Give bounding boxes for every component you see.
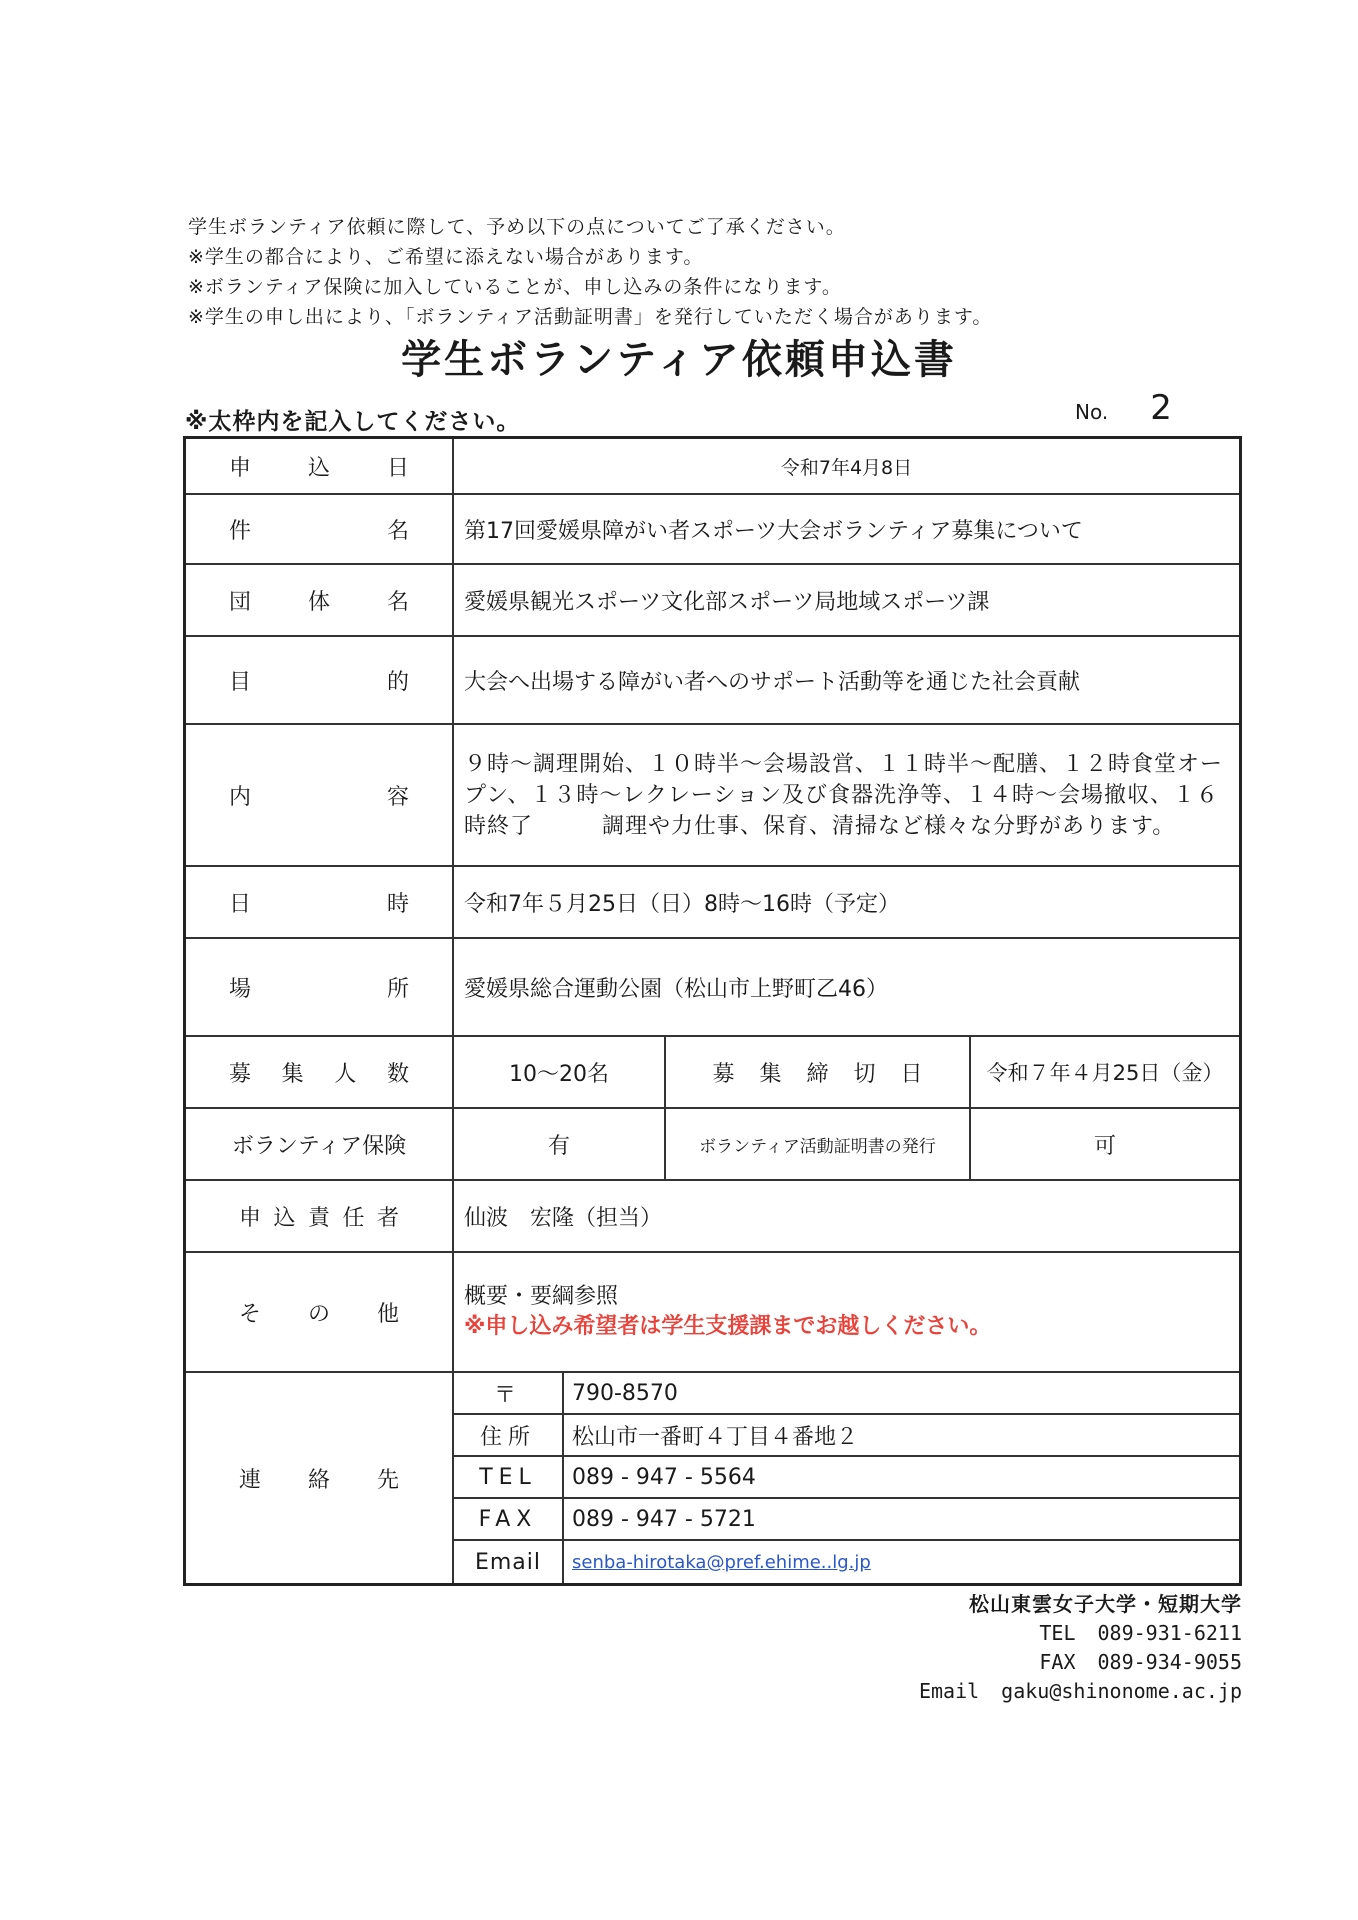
- label-datetime: 日時: [229, 891, 409, 917]
- school-contact-footer: [919, 1590, 1242, 1706]
- value-recruit-count[interactable]: 10～20名: [454, 1037, 666, 1107]
- row-insurance: [186, 1109, 1239, 1181]
- fill-instruction: ※太枠内を記入してください。: [185, 409, 521, 435]
- row-content: [186, 725, 1239, 867]
- value-subject[interactable]: 第17回愛媛県障がい者スポーツ大会ボランティア募集について: [464, 518, 1083, 544]
- contact-tel: [454, 1457, 1239, 1499]
- label-deadline: 募集締切日: [712, 1061, 923, 1087]
- email-link[interactable]: senba-hirotaka@pref.ehime..lg.jp: [572, 1551, 871, 1573]
- document-number-value: 2: [1150, 388, 1172, 428]
- school-email-label: Email: [918, 1679, 980, 1703]
- contact-postal: [454, 1373, 1239, 1415]
- notice-line: 学生ボランティア依頼に際して、予め以下の点についてご了承ください。: [188, 216, 846, 238]
- label-certificate: ボランティア活動証明書の発行: [666, 1109, 971, 1179]
- contact-address: [454, 1415, 1239, 1457]
- value-insurance[interactable]: 有: [454, 1109, 666, 1179]
- label-place: 場所: [229, 976, 409, 1002]
- row-recruitment: [186, 1037, 1239, 1109]
- value-certificate[interactable]: 可: [1093, 1133, 1116, 1159]
- label-other: その他: [239, 1301, 399, 1327]
- notice-block: [188, 212, 992, 332]
- tel-value[interactable]: 089 - 947 - 5564: [572, 1464, 756, 1490]
- page-title: 学生ボランティア依頼申込書: [401, 337, 957, 383]
- application-form: [183, 436, 1242, 1586]
- email-label: Email: [454, 1541, 564, 1583]
- value-deadline[interactable]: 令和７年４月25日（金）: [986, 1061, 1224, 1085]
- fax-label: FAX: [454, 1499, 564, 1539]
- document-number: [1075, 388, 1172, 428]
- row-purpose: [186, 637, 1239, 725]
- row-application-date: [186, 439, 1239, 495]
- label-insurance: ボランティア保険: [186, 1109, 454, 1179]
- label-recruit-count: 募集人数: [229, 1061, 409, 1087]
- row-subject: [186, 495, 1239, 565]
- tel-label: TEL: [454, 1457, 564, 1497]
- postal-value[interactable]: 790-8570: [572, 1380, 678, 1406]
- school-fax-value: 089-934-9055: [1097, 1650, 1242, 1674]
- school-fax-label: FAX: [1039, 1650, 1076, 1674]
- fax-value[interactable]: 089 - 947 - 5721: [572, 1506, 756, 1532]
- row-responsible: [186, 1181, 1239, 1253]
- row-contact: [186, 1373, 1239, 1583]
- address-label: 住所: [454, 1415, 564, 1455]
- school-email: [919, 1677, 1242, 1706]
- value-responsible[interactable]: 仙波 宏隆（担当）: [464, 1205, 663, 1231]
- school-name: 松山東雲女子大学・短期大学: [969, 1592, 1242, 1616]
- value-purpose[interactable]: 大会へ出場する障がい者へのサポート活動等を通じた社会貢献: [464, 669, 1081, 695]
- postal-label: 〒: [454, 1373, 564, 1413]
- row-organization: [186, 565, 1239, 637]
- value-place[interactable]: 愛媛県総合運動公園（松山市上野町乙46）: [464, 976, 888, 1002]
- row-datetime: [186, 867, 1239, 939]
- school-tel-value: 089-931-6211: [1097, 1621, 1242, 1645]
- notice-line: ※ボランティア保険に加入していることが、申し込みの条件になります。: [188, 276, 842, 298]
- label-responsible: 申込責任者: [239, 1205, 399, 1231]
- contact-email: [454, 1541, 1239, 1583]
- school-email-value[interactable]: gaku@shinonome.ac.jp: [1001, 1679, 1242, 1703]
- notice-line: ※学生の都合により、ご希望に添えない場合があります。: [188, 246, 704, 268]
- school-tel-label: TEL: [1039, 1621, 1076, 1645]
- contact-fax: [454, 1499, 1239, 1541]
- value-datetime[interactable]: 令和7年５月25日（日）8時～16時（予定）: [464, 891, 900, 917]
- label-content: 内容: [229, 784, 409, 810]
- document-number-label: No.: [1075, 400, 1109, 424]
- address-value[interactable]: 松山市一番町４丁目４番地２: [572, 1424, 859, 1450]
- label-purpose: 目的: [229, 669, 409, 695]
- value-application-date[interactable]: 令和7年4月8日: [780, 456, 913, 479]
- label-contact: 連絡先: [239, 1467, 399, 1493]
- row-place: [186, 939, 1239, 1037]
- value-other[interactable]: 概要・要綱参照: [464, 1284, 619, 1309]
- school-fax: [919, 1648, 1242, 1677]
- school-tel: [919, 1619, 1242, 1648]
- label-application-date: 申込日: [229, 455, 409, 481]
- value-organization[interactable]: 愛媛県観光スポーツ文化部スポーツ局地域スポーツ課: [464, 589, 990, 615]
- label-organization: 団体名: [229, 589, 409, 615]
- row-other: [186, 1253, 1239, 1373]
- notice-line: ※学生の申し出により、「ボランティア活動証明書」を発行していただく場合があります。: [188, 306, 993, 328]
- label-subject: 件名: [229, 518, 409, 544]
- value-content[interactable]: ９時～調理開始、１０時半～会場設営、１１時半～配膳、１２時食堂オープン、１３時～レクレーション及び食器洗浄等、１４時～会場撤収、１６時終了 調理や力仕事、保育、清掃など様々な分野があります。: [464, 751, 1224, 839]
- other-note: ※申し込み希望者は学生支援課までお越しください。: [464, 1314, 992, 1339]
